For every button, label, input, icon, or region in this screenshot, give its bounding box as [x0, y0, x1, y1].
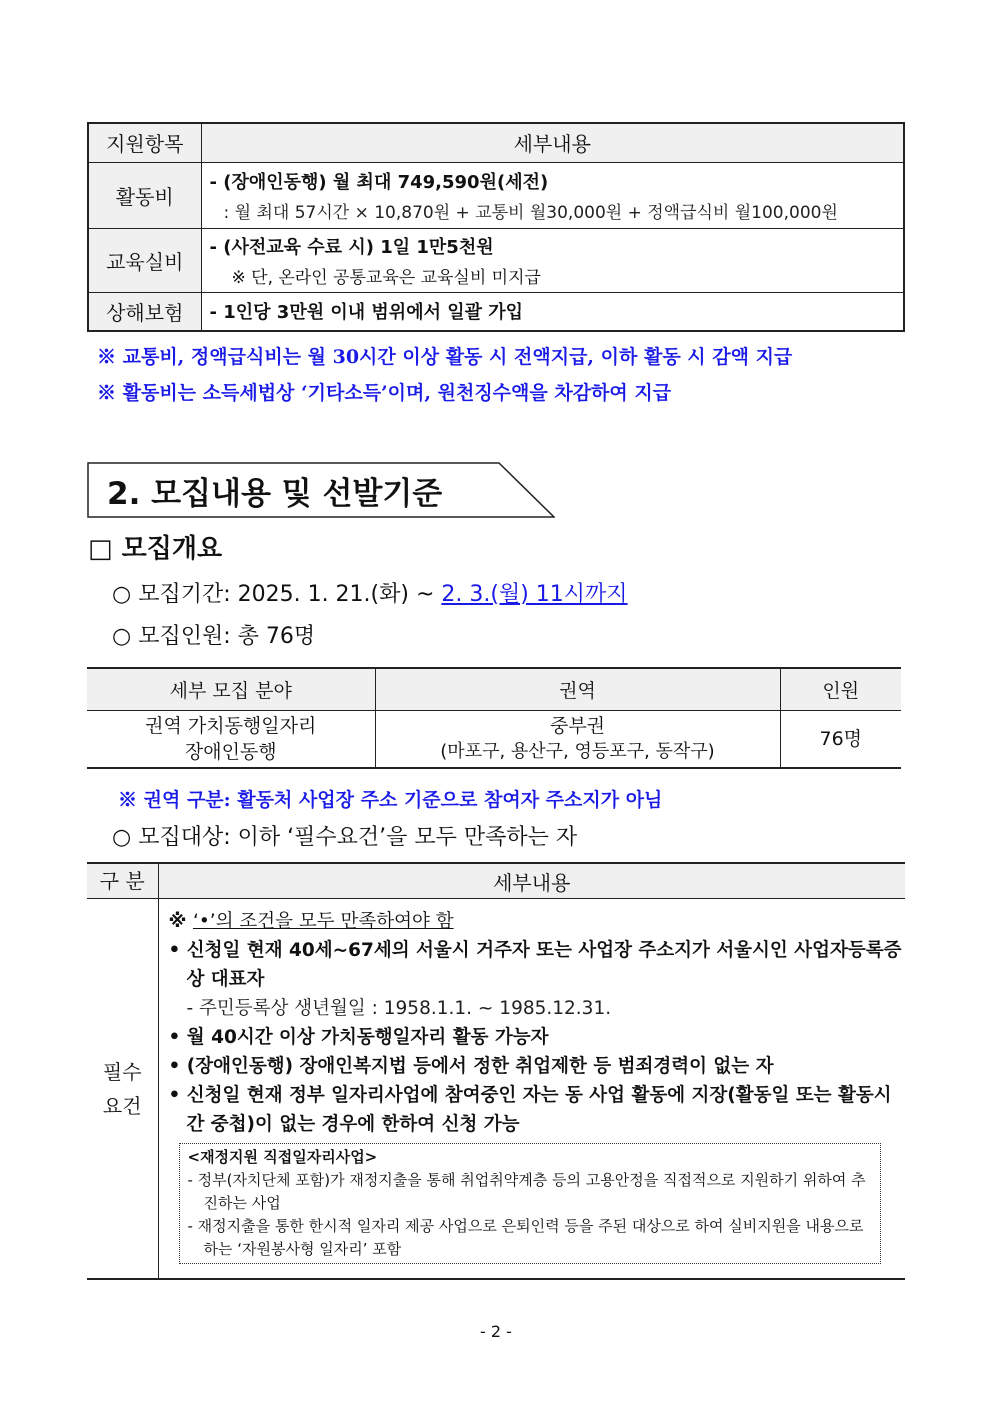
- region-districts: (마포구, 용산구, 영등포구, 동작구): [440, 740, 715, 762]
- field-line: 권역 가치동행일자리: [145, 714, 317, 737]
- req-content: [158, 899, 905, 1280]
- region-cell: [375, 710, 780, 768]
- req-label: [87, 899, 158, 1280]
- row-content: [201, 228, 904, 292]
- row-label: 교육실비: [88, 228, 201, 292]
- header-cell: 지원항목: [88, 123, 201, 162]
- row-label: 상해보험: [88, 292, 201, 331]
- mark: ※: [168, 911, 193, 932]
- intro-text: ‘•’의 조건을 모두 만족하여야 함: [192, 911, 454, 932]
- field-cell: [87, 710, 375, 768]
- req-item: • 월 40시간 이상 가치동행일자리 활동 가능자: [168, 1027, 549, 1048]
- req-intro: [169, 907, 906, 936]
- note: ※ 활동비는 소득세법상 ‘기타소득’이며, 원천징수액을 차감하여 지급: [97, 382, 672, 404]
- requirements-table: [87, 862, 905, 1280]
- header-cell: 세부내용: [201, 123, 904, 162]
- line: : 월 최대 57시간 × 10,870원 + 교통비 월30,000원 + 정액급식비 월100,000원: [223, 202, 838, 223]
- header-cell: 권역: [375, 668, 780, 710]
- recruit-table: [87, 667, 901, 769]
- line: - (장애인동행) 월 최대 749,590원(세전): [209, 171, 549, 193]
- region-name: 중부권: [549, 714, 606, 737]
- field-line: 장애인동행: [184, 740, 277, 763]
- line: - (사전교육 수료 시) 1일 1만5천원: [209, 236, 494, 258]
- region-note: ※ 권역 구분: 활동처 사업장 주소 기준으로 참여자 주소지가 아님: [118, 789, 663, 811]
- section-title: 2. 모집내용 및 선발기준: [107, 476, 443, 512]
- box-line: - 정부(자치단체 포함)가 재정지출을 통해 취업취약계층 등의 고용안정을 직접적으로 지원하기 위하여 추진하는 사업: [187, 1171, 866, 1212]
- req-item: • 신청일 현재 정부 일자리사업에 참여중인 자는 동 사업 활동에 지장(활동일 또는 활동시간 중첩)이 없는 경우에 한하여 신청 가능: [168, 1085, 892, 1135]
- header-cell: 인원: [780, 668, 901, 710]
- header-cell: 세부 모집 분야: [87, 668, 375, 710]
- section-title-box: [87, 462, 555, 518]
- req-item: • (장애인동행) 장애인복지법 등에서 정한 취업제한 등 범죄경력이 없는 자: [168, 1056, 774, 1077]
- period-label: ○ 모집기간: 2025. 1. 21.(화) ~: [112, 582, 442, 607]
- row-label: 활동비: [88, 162, 201, 228]
- line: ※ 단, 온라인 공통교육은 교육실비 미지급: [231, 267, 541, 288]
- info-box: [179, 1143, 882, 1264]
- subsection-title: □ 모집개요: [88, 534, 223, 564]
- header-cell: 세부내용: [158, 863, 905, 899]
- headcount: ○ 모집인원: 총 76명: [112, 624, 316, 649]
- req-item: • 신청일 현재 40세~67세의 서울시 거주자 또는 사업장 주소지가 서울시인 사업자등록증 상 대표자: [168, 940, 902, 990]
- row-content: [201, 162, 904, 228]
- req-subitem: - 주민등록상 생년월일 : 1958.1.1. ~ 1985.12.31.: [186, 998, 612, 1019]
- box-title: <재정지원 직접일자리사업>: [187, 1148, 378, 1166]
- deadline-link: 2. 3.(월) 11시까지: [441, 582, 628, 607]
- note: ※ 교통비, 정액급식비는 월 30시간 이상 활동 시 전액지급, 이하 활동 시 감액 지급: [97, 346, 793, 368]
- count-cell: 76명: [780, 710, 901, 768]
- row-content: - 1인당 3만원 이내 범위에서 일괄 가입: [201, 292, 904, 331]
- box-line: - 재정지출을 통한 한시적 일자리 제공 사업으로 은퇴인력 등을 주된 대상으로 하여 실비지원을 내용으로 하는 ‘자원봉사형 일자리’ 포함: [187, 1217, 864, 1258]
- page-number: - 2 -: [480, 1322, 512, 1341]
- recruit-target: ○ 모집대상: 이하 ‘필수요건’을 모두 만족하는 자: [112, 825, 578, 850]
- header-cell: 구 분: [87, 863, 158, 899]
- label-line: 필수: [102, 1059, 142, 1084]
- support-table: [87, 122, 905, 332]
- recruit-period: [112, 577, 628, 608]
- label-line: 요건: [102, 1093, 142, 1118]
